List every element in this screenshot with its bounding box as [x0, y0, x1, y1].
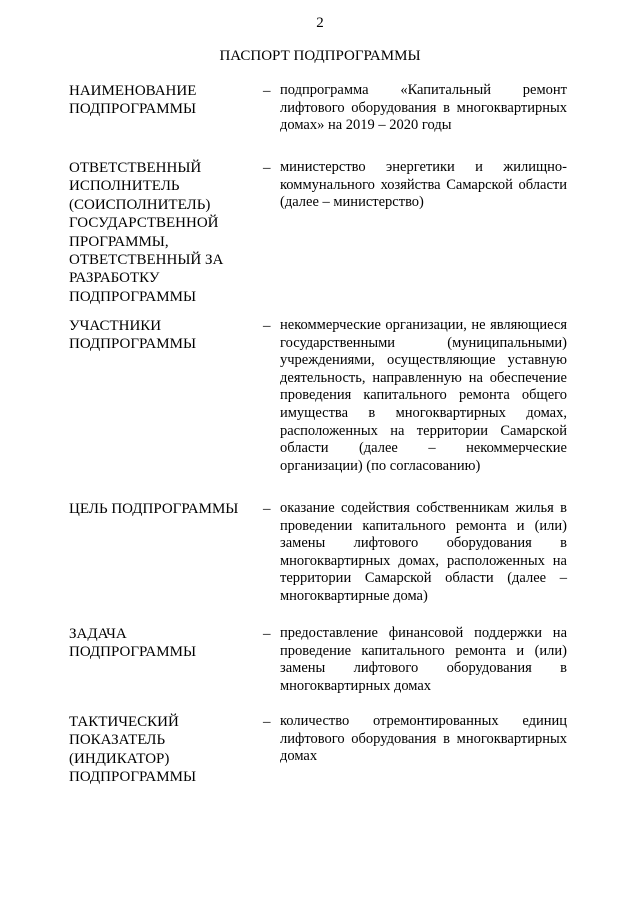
dash-separator: – — [263, 501, 271, 517]
dash-separator: – — [263, 160, 271, 176]
section-label: ТАКТИЧЕСКИЙ ПОКАЗАТЕЛЬ (ИНДИКАТОР) ПОДПРОГРАММЫ — [69, 714, 197, 786]
section-value: некоммерческие организации, не являющиеся государственными (муниципальными) учреждениями, осуществляющие уставную деятельность, направленную на обеспечение проведения капитального ремонта общего имущества в многоквартирных домах, расположенных на территории Самарской области (далее – некоммерческие организации) (по согласованию) — [280, 317, 567, 474]
section-value: количество отремонтированных единиц лифтового оборудования в многоквартирных домах — [280, 713, 567, 765]
section-label: НАИМЕНОВАНИЕ ПОДПРОГРАММЫ — [69, 83, 197, 118]
section-value: оказание содействия собственникам жилья в проведении капитального ремонта и (или) замены лифтового оборудования в многоквартирных домах, расположенных на территории Самарской области (далее – многоквартирные дома) — [280, 500, 567, 604]
dash-separator: – — [263, 318, 271, 334]
section-label: ЦЕЛЬ ПОДПРОГРАММЫ — [69, 501, 239, 517]
section-label: ОТВЕТСТВЕННЫЙ ИСПОЛНИТЕЛЬ (СОИСПОЛНИТЕЛЬ) ГОСУДАРСТВЕННОЙ ПРОГРАММЫ, ОТВЕТСТВЕННЫЙ ЗА РАЗРАБОТКУ ПОДПРОГРАММЫ — [69, 160, 224, 305]
document-title: ПАСПОРТ ПОДПРОГРАММЫ — [219, 48, 421, 64]
section-value: предоставление финансовой поддержки на проведение капитального ремонта и (или) замены лифтового оборудования в многоквартирных домах — [280, 625, 567, 694]
dash-separator: – — [263, 626, 271, 642]
dash-separator: – — [263, 83, 271, 99]
page-number: 2 — [316, 15, 324, 31]
section-value: министерство энергетики и жилищно-коммунального хозяйства Самарской области (далее – министерство) — [280, 159, 567, 211]
section-label: ЗАДАЧА ПОДПРОГРАММЫ — [69, 626, 197, 661]
dash-separator: – — [263, 714, 271, 730]
section-value: подпрограмма «Капитальный ремонт лифтового оборудования в многоквартирных домах» на 2019 – 2020 годы — [280, 82, 567, 134]
section-label: УЧАСТНИКИ ПОДПРОГРАММЫ — [69, 318, 197, 353]
